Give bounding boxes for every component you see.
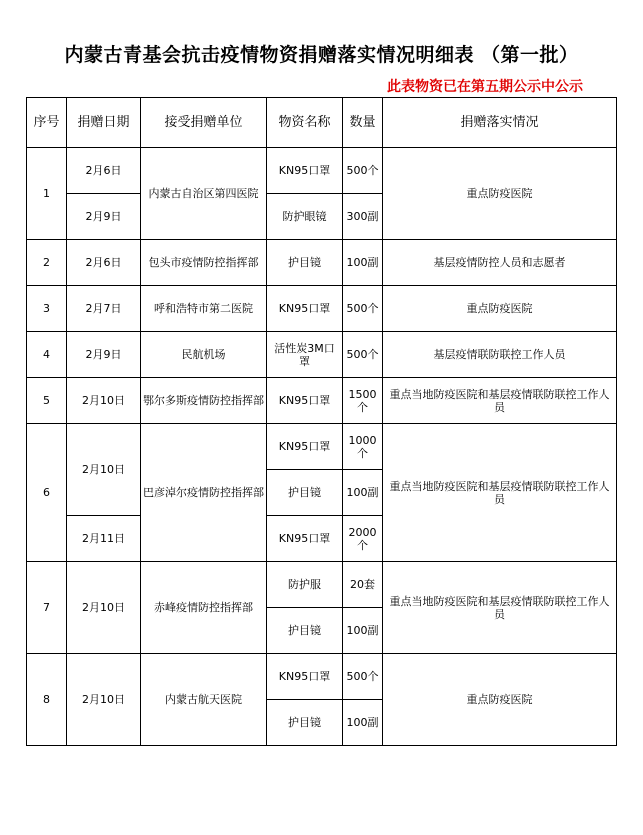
header-no: 序号	[27, 98, 67, 148]
row-no: 2	[27, 240, 67, 286]
row-item-qty: 300副	[343, 194, 383, 240]
row-date: 2月11日	[67, 516, 141, 562]
row-status: 基层疫情联防联控工作人员	[383, 332, 617, 378]
row-item-name: 护目镜	[267, 700, 343, 746]
row-unit: 民航机场	[141, 332, 267, 378]
row-status: 重点防疫医院	[383, 148, 617, 240]
row-date: 2月9日	[67, 332, 141, 378]
row-item-qty: 500个	[343, 148, 383, 194]
row-item-name: KN95口罩	[267, 424, 343, 470]
row-status: 基层疫情防控人员和志愿者	[383, 240, 617, 286]
row-status: 重点防疫医院	[383, 286, 617, 332]
row-no: 3	[27, 286, 67, 332]
row-date: 2月10日	[67, 378, 141, 424]
row-item-name: 护目镜	[267, 470, 343, 516]
table-row	[27, 332, 617, 378]
row-item-qty: 500个	[343, 654, 383, 700]
row-item-name: KN95口罩	[267, 378, 343, 424]
header-status: 捐赠落实情况	[383, 98, 617, 148]
row-item-name: 护目镜	[267, 240, 343, 286]
row-item-name: KN95口罩	[267, 148, 343, 194]
row-unit: 呼和浩特市第二医院	[141, 286, 267, 332]
table-row	[27, 240, 617, 286]
row-item-name: 活性炭3M口罩	[267, 332, 343, 378]
row-unit: 包头市疫情防控指挥部	[141, 240, 267, 286]
row-status: 重点防疫医院	[383, 654, 617, 746]
row-item-qty: 100副	[343, 700, 383, 746]
row-no: 5	[27, 378, 67, 424]
table-row	[27, 654, 617, 700]
row-item-name: 护目镜	[267, 608, 343, 654]
row-status: 重点当地防疫医院和基层疫情联防联控工作人员	[383, 424, 617, 562]
header-unit: 接受捐赠单位	[141, 98, 267, 148]
row-date: 2月9日	[67, 194, 141, 240]
header-date: 捐赠日期	[67, 98, 141, 148]
table-row	[27, 562, 617, 608]
row-no: 8	[27, 654, 67, 746]
row-item-name: KN95口罩	[267, 286, 343, 332]
row-item-name: KN95口罩	[267, 654, 343, 700]
row-date: 2月10日	[67, 654, 141, 746]
row-date: 2月6日	[67, 240, 141, 286]
row-unit: 内蒙古航天医院	[141, 654, 267, 746]
subtitle-notice: 此表物资已在第五期公示中公示	[387, 79, 583, 95]
row-status: 重点当地防疫医院和基层疫情联防联控工作人员	[383, 378, 617, 424]
row-status: 重点当地防疫医院和基层疫情联防联控工作人员	[383, 562, 617, 654]
row-item-qty: 1000个	[343, 424, 383, 470]
row-unit: 内蒙古自治区第四医院	[141, 148, 267, 240]
row-item-qty: 20套	[343, 562, 383, 608]
table-row	[27, 424, 617, 470]
row-date: 2月7日	[67, 286, 141, 332]
row-item-qty: 100副	[343, 608, 383, 654]
row-item-qty: 100副	[343, 470, 383, 516]
table-header-row	[27, 98, 617, 148]
row-unit: 巴彦淖尔疫情防控指挥部	[141, 424, 267, 562]
table-row	[27, 378, 617, 424]
row-no: 4	[27, 332, 67, 378]
table-row	[27, 286, 617, 332]
row-item-name: 防护眼镜	[267, 194, 343, 240]
row-no: 6	[27, 424, 67, 562]
page-title: 内蒙古青基会抗击疫情物资捐赠落实情况明细表 （第一批）	[64, 44, 579, 66]
row-date: 2月6日	[67, 148, 141, 194]
row-date: 2月10日	[67, 562, 141, 654]
row-item-qty: 2000个	[343, 516, 383, 562]
row-item-qty: 500个	[343, 286, 383, 332]
table-row	[27, 148, 617, 194]
row-date: 2月10日	[67, 424, 141, 516]
row-unit: 鄂尔多斯疫情防控指挥部	[141, 378, 267, 424]
row-item-name: 防护服	[267, 562, 343, 608]
header-qty: 数量	[343, 98, 383, 148]
row-no: 1	[27, 148, 67, 240]
row-item-qty: 500个	[343, 332, 383, 378]
row-unit: 赤峰疫情防控指挥部	[141, 562, 267, 654]
donation-table	[26, 97, 617, 746]
row-item-qty: 100副	[343, 240, 383, 286]
row-no: 7	[27, 562, 67, 654]
header-item: 物资名称	[267, 98, 343, 148]
row-item-name: KN95口罩	[267, 516, 343, 562]
row-item-qty: 1500个	[343, 378, 383, 424]
